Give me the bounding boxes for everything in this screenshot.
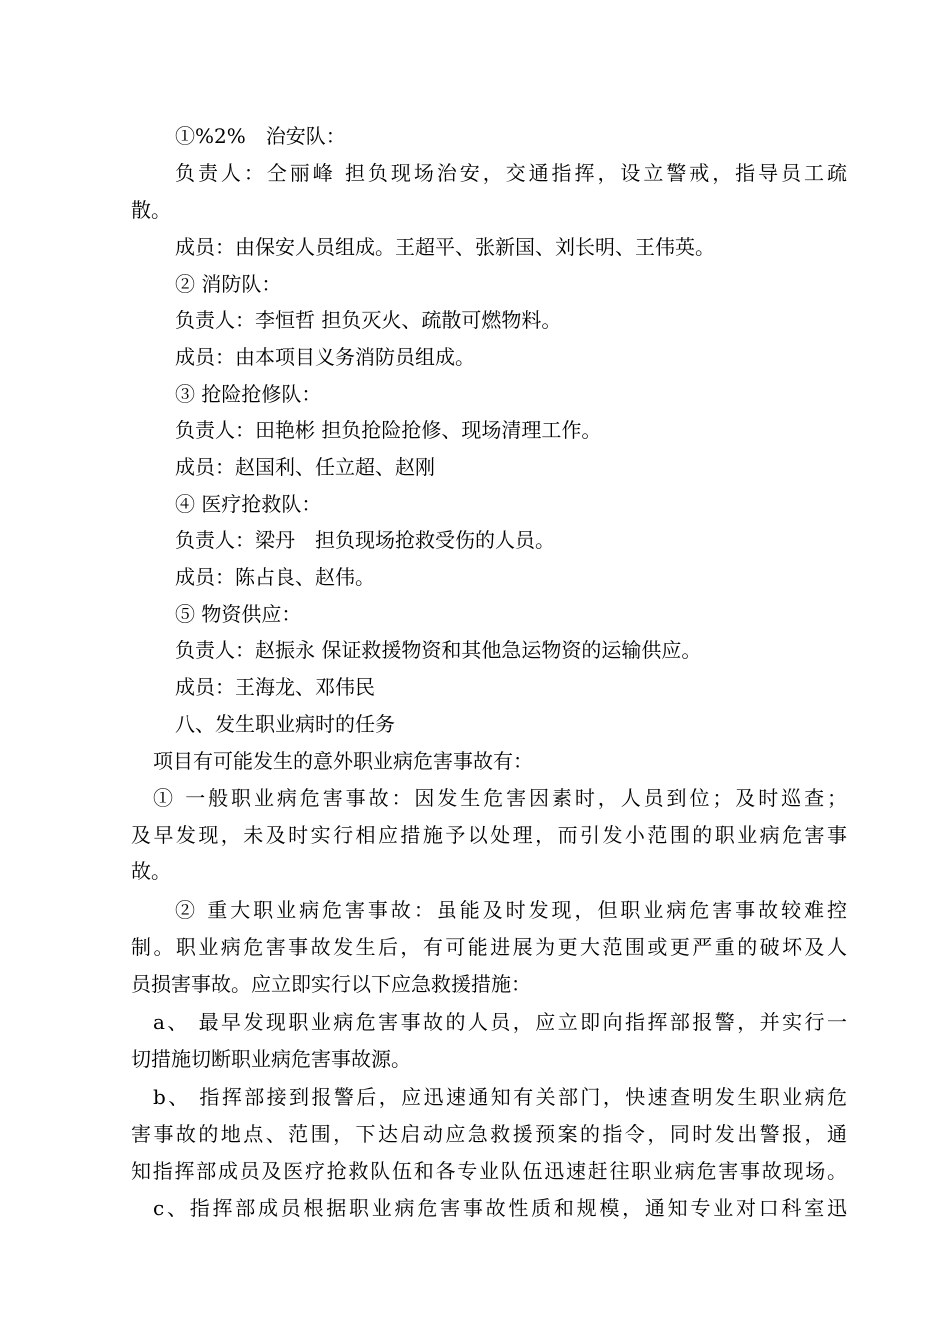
measure-b-line-2: 害事故的地点、范围，下达启动应急救援预案的指令，同时发出警报，通	[131, 1122, 847, 1146]
supply-team-leader: 负责人：赵振永 保证救援物资和其他急运物资的运输供应。	[175, 638, 702, 662]
heading-security-team: ①%2% 治安队：	[175, 124, 346, 148]
heading-fire-team: ② 消防队：	[175, 272, 282, 296]
major-accident-line-1: ② 重大职业病危害事故：虽能及时发现，但职业病危害事故较难控	[175, 898, 847, 922]
measure-a-line-1: a、 最早发现职业病危害事故的人员，应立即向指挥部报警，并实行一	[153, 1010, 847, 1034]
security-team-members: 成员：由保安人员组成。王超平、张新国、刘长明、王伟英。	[175, 235, 715, 259]
fire-team-leader: 负责人：李恒哲 担负灭火、疏散可燃物料。	[175, 308, 562, 332]
heading-supply-team: ⑤ 物资供应：	[175, 602, 302, 626]
heading-medical-team: ④ 医疗抢救队：	[175, 492, 322, 516]
measure-c-line-1: c、指挥部成员根据职业病危害事故性质和规模，通知专业对口科室迅	[153, 1196, 847, 1220]
security-team-leader: 负责人：仝丽峰 担负现场治安，交通指挥，设立警戒，指导员工疏	[175, 161, 847, 185]
security-team-leader-cont: 散。	[131, 198, 171, 222]
major-accident-line-3: 员损害事故。应立即实行以下应急救援措施：	[131, 972, 531, 996]
measure-a-line-2: 切措施切断职业病危害事故源。	[131, 1047, 411, 1071]
measure-b-line-1: b、 指挥部接到报警后，应迅速通知有关部门，快速查明发生职业病危	[153, 1085, 847, 1109]
accident-types-intro: 项目有可能发生的意外职业病危害事故有：	[153, 749, 533, 773]
general-accident-line-3: 故。	[131, 859, 171, 883]
repair-team-members: 成员：赵国利、任立超、赵刚	[175, 455, 435, 479]
repair-team-leader: 负责人：田艳彬 担负抢险抢修、现场清理工作。	[175, 418, 602, 442]
supply-team-members: 成员：王海龙、邓伟民	[175, 675, 375, 699]
fire-team-members: 成员：由本项目义务消防员组成。	[175, 345, 475, 369]
heading-repair-team: ③ 抢险抢修队：	[175, 382, 322, 406]
measure-b-line-3: 知指挥部成员及医疗抢救队伍和各专业队伍迅速赶往职业病危害事故现场。	[131, 1159, 847, 1183]
section-heading-eight: 八、发生职业病时的任务	[175, 712, 395, 736]
medical-team-leader: 负责人：梁丹 担负现场抢救受伤的人员。	[175, 528, 555, 552]
general-accident-line-2: 及早发现，未及时实行相应措施予以处理，而引发小范围的职业病危害事	[131, 823, 847, 847]
medical-team-members: 成员：陈占良、赵伟。	[175, 565, 375, 589]
general-accident-line-1: ① 一般职业病危害事故：因发生危害因素时，人员到位；及时巡查；	[153, 786, 847, 810]
major-accident-line-2: 制。职业病危害事故发生后，有可能进展为更大范围或更严重的破坏及人	[131, 935, 847, 959]
